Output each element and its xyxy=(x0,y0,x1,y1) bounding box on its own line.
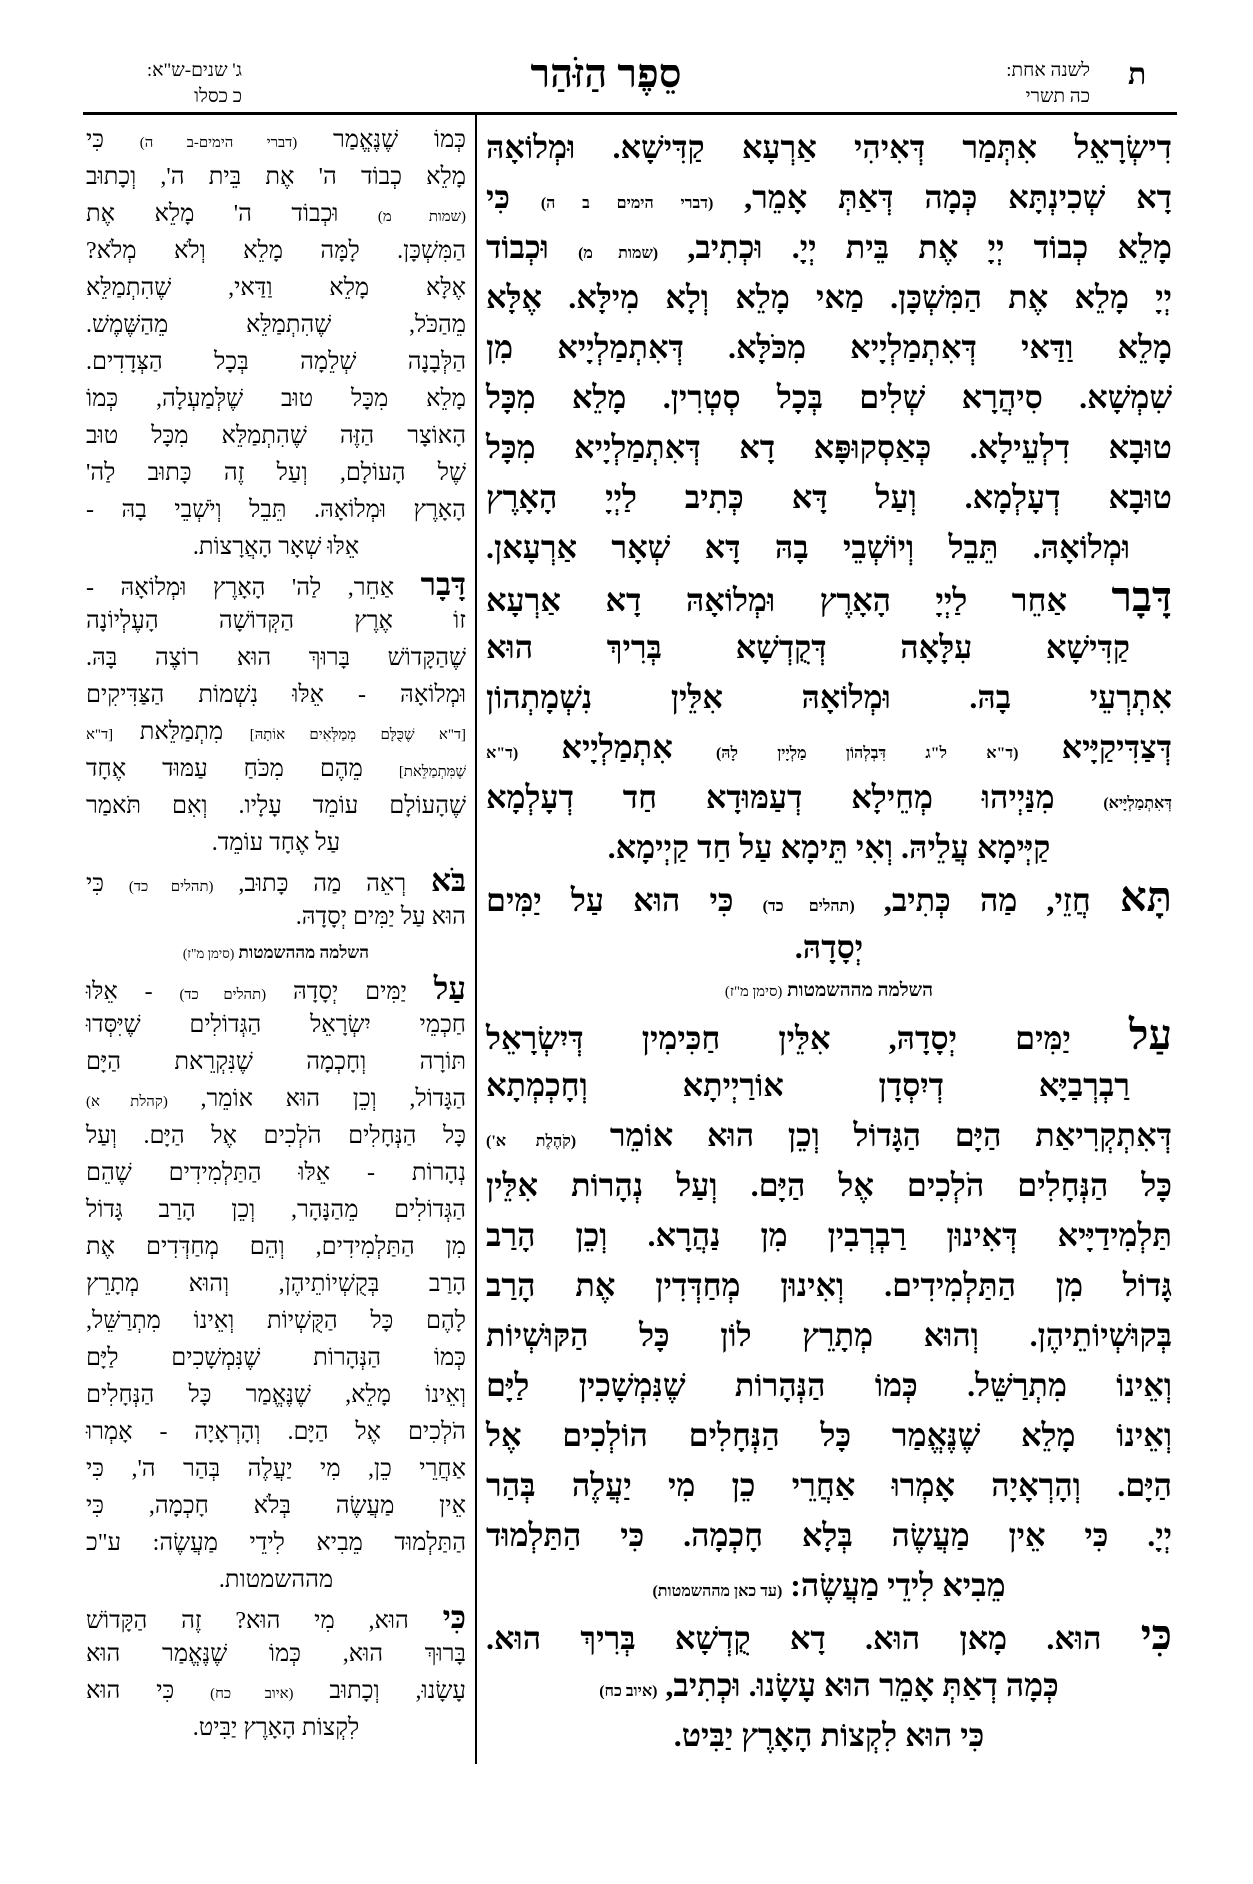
text-segment: וּכְבוֹד xyxy=(486,229,579,265)
text-segment: כִּי xyxy=(86,127,140,153)
text-line xyxy=(486,1160,1172,1210)
text-segment: אִתְמַלְיָיא xyxy=(518,729,716,765)
text-segment: יַמִּים יְסָדָהּ, אִלֵּין חַכִּימִין דְּיִשְׂרָאֵל xyxy=(486,1020,1129,1056)
text-segment: רְאֵה מַה כָּתוּב, xyxy=(213,871,431,897)
text-line xyxy=(486,1210,1172,1260)
text-segment: שֶׁל הָעוֹלָם, וְעַל זֶה כָּתוּב לַה' xyxy=(86,460,466,486)
text-line xyxy=(486,172,1172,222)
text-segment: וּמְלוֹאָהּ - אֵלּוּ נִשְׁמוֹת הַצַּדִּיקִים xyxy=(86,682,466,708)
text-line xyxy=(86,529,466,566)
text-line xyxy=(86,714,466,751)
citation-ref: [ד"א שֶׁכֻּלָּם מְמַלְּאִים אוֹתָהּ] xyxy=(249,727,466,743)
text-segment: לָהֶם כָּל הַקֻּשְׁיוֹת וְאֵינוֹ מִתְרַשֵּׁל, xyxy=(86,1308,466,1334)
header-left-line1: ג' שנים-ש"א: xyxy=(146,60,242,81)
text-segment: כְּמוֹ הַנְּהָרוֹת שֶׁנִּמְשָׁכִים לַיָּם xyxy=(86,1345,466,1371)
text-line xyxy=(86,233,466,270)
text-line xyxy=(86,344,466,381)
lead-word: בֹּא xyxy=(430,863,466,898)
text-segment: הָרַב בְּקֻשְׁיוֹתֵיהֶן, וְהוּא מְתָרֵץ xyxy=(86,1271,466,1297)
supplement-heading xyxy=(86,936,466,970)
text-line xyxy=(486,272,1172,322)
text-segment: הַגָּדוֹל, וְכֵן הוּא אוֹמֵר, xyxy=(167,1086,466,1112)
text-line xyxy=(486,1610,1172,1660)
citation-ref: (שמות מ) xyxy=(377,209,466,225)
text-line xyxy=(486,472,1172,522)
text-line xyxy=(486,922,1172,972)
text-segment: עַל אֶחָד עוֹמֵד. xyxy=(211,830,341,856)
text-line xyxy=(486,422,1172,472)
text-line xyxy=(86,1451,466,1488)
text-line xyxy=(86,566,466,603)
citation-ref: (ד"א ל"ג דִּבְלְהוֹן מַלְיָין לָהּ) xyxy=(715,745,1019,762)
text-segment: דִישְׂרָאֵל אִתְּמַר דְּאִיהִי אַרְעָא קַדִּישָׁא. וּמְלוֹאָהּ xyxy=(486,129,1172,165)
text-segment: - אֵלּוּ xyxy=(86,979,180,1005)
text-segment: יְיָ מָלֵא אֶת הַמִּשְׁכָּן. מַאי מָלֵא וְלָא מִילָּא. אֶלָּא xyxy=(486,279,1172,315)
text-line xyxy=(486,372,1172,422)
text-line xyxy=(486,1260,1172,1310)
text-line xyxy=(86,751,466,788)
page-number: ת xyxy=(1128,58,1147,91)
text-segment: אֵלּוּ שְׁאָר הָאֲרָצוֹת. xyxy=(192,534,360,560)
citation-ref: (תהלים כד) xyxy=(128,879,214,895)
text-line xyxy=(486,1560,1172,1610)
text-segment: כְּמָה דְאַתְּ אָמֵר הוּא עָשָׂנוּ. וּכְתִיב, xyxy=(657,1667,1059,1703)
citation-ref: (קהלת א) xyxy=(86,1094,168,1110)
text-segment: טוּבָא דִלְעֵילָא. כְּאַסְקוּפָּא דָא דְּאִתְמַלְיָיא מִכָּל xyxy=(486,429,1172,465)
text-line xyxy=(86,381,466,418)
header-left-line2: כ כסלו xyxy=(194,86,242,107)
text-segment: קַדִּישָׁא עִלָּאָה דְּקֻדְשָׁא בְּרִיךְ הוּא xyxy=(486,629,1130,665)
text-segment: הוּא עַל יַמִּים יְסָדָהּ. xyxy=(295,904,466,930)
text-segment: אֶלָּא מָלֵא וַדַּאי, שֶׁהִתְמַלֵּא xyxy=(86,275,466,301)
text-segment: כָּל הַנְּחָלִים הֹלְכִים אֶל הַיָּם. וְעַל נְהָרוֹת אִלֵּין xyxy=(486,1167,1172,1203)
text-line xyxy=(86,1636,466,1673)
text-segment: הַתַּלְמוּד מֵבִיא לִידֵי מַעֲשֶׂה: ע"כ xyxy=(86,1530,466,1556)
text-segment: דְּצַדִּיקַיָּיא xyxy=(1018,729,1173,765)
text-line xyxy=(486,572,1172,622)
text-segment: כִּי xyxy=(86,871,129,897)
supplement-heading-title: השלמה מההשמטות xyxy=(238,943,370,962)
text-segment: יְסָדָהּ. xyxy=(794,929,864,965)
supplement-heading-title: השלמה מההשמטות xyxy=(787,980,934,1001)
text-segment: מָלֵא וַדַּאי דְּאִתְמַלְיָיא מִכֹּלָּא. דְּאִתְמַלְיָיא מִן xyxy=(486,329,1172,365)
text-line xyxy=(486,822,1172,872)
citation-ref: (עד כאן מההשמטות) xyxy=(652,1583,783,1600)
text-line xyxy=(486,1060,1172,1110)
text-line xyxy=(486,1710,1172,1760)
text-segment: נְהָרוֹת - אֵלּוּ הַתַּלְמִידִים שֶׁהֵם xyxy=(86,1160,466,1186)
text-line xyxy=(86,307,466,344)
text-segment: מֵהֶם מִכֹּחַ עַמּוּד אֶחָד xyxy=(86,756,399,782)
text-line xyxy=(86,1340,466,1377)
text-line xyxy=(86,1192,466,1229)
text-line xyxy=(86,1525,466,1562)
citation-ref: שֶׁמִּתְמַלֵּאת] xyxy=(398,764,466,780)
header-right-line1: לשנה אחת: xyxy=(1006,60,1090,81)
text-segment: כִּי xyxy=(486,179,541,215)
text-line xyxy=(86,825,466,862)
citation-ref: (קֹהֶלֶת א') xyxy=(486,1133,577,1150)
text-line xyxy=(486,122,1172,172)
text-segment: אַחֲרֵי כֵן, מִי יַעֲלֶה בְּהַר ה', כִּי xyxy=(86,1456,466,1482)
header-divider xyxy=(83,112,1177,115)
text-line xyxy=(86,899,466,936)
text-segment: הָאוֹצָר הַזֶּה שֶׁהִתְמַלֵּא מִכָּל טוּב xyxy=(86,423,466,449)
text-line xyxy=(86,270,466,307)
text-segment: חֲזֵי, מַה כְּתִיב, xyxy=(854,882,1120,918)
supplement-heading-ref: (סימן מ"ז) xyxy=(182,946,235,961)
text-segment: חַכְמֵי יִשְׂרָאֵל הַגְּדוֹלִים שֶׁיִּסְּדוּ xyxy=(86,1012,466,1038)
text-segment: שֶׁהַקָּדוֹשׁ בָּרוּךְ הוּא רוֹצֶה בָּהּ. xyxy=(86,645,466,671)
text-segment: כִּי הוּא לִקְצוֹת הָאָרֶץ יַבִּיט. xyxy=(673,1717,985,1753)
text-segment: הוּא, מִי הוּא? זֶה הַקָּדוֹשׁ xyxy=(86,1608,443,1634)
text-segment: הַגְּדוֹלִים מֵהַנָּהָר, וְכֵן הָרַב גָּדוֹל xyxy=(86,1197,466,1223)
text-line xyxy=(86,1562,466,1599)
citation-ref: (ד"א xyxy=(486,745,519,762)
text-line xyxy=(86,159,466,196)
text-line xyxy=(86,1118,466,1155)
text-line xyxy=(486,322,1172,372)
text-segment: כָּל הַנְּחָלִים הֹלְכִים אֶל הַיָּם. וְעַל xyxy=(86,1123,466,1149)
lead-word: עַל xyxy=(433,971,466,1006)
text-line xyxy=(86,1710,466,1747)
book-title: סֵפֶר הַזֹּהַר xyxy=(530,51,682,96)
text-line xyxy=(86,1377,466,1414)
supplement-heading-ref: (סימן מ"ז) xyxy=(724,984,783,1000)
text-line xyxy=(86,1081,466,1118)
lead-word: תָּא xyxy=(1119,874,1173,920)
hebrew-translation-column xyxy=(86,122,466,1747)
header-right-note xyxy=(1006,58,1090,110)
citation-ref: (תהלים כד) xyxy=(179,987,267,1003)
citation-ref: (איוב כח) xyxy=(210,1686,294,1702)
text-line xyxy=(486,872,1172,922)
aramaic-text-column xyxy=(486,122,1172,1760)
text-line xyxy=(86,1488,466,1525)
text-segment: אַחֵר לַיְיָ הָאָרֶץ וּמְלוֹאָהּ דָא אַרְעָא xyxy=(486,582,1112,618)
text-segment: זוֹ אֶרֶץ הַקְּדוֹשָׁה הָעֶלְיוֹנָה xyxy=(86,608,466,634)
column-divider xyxy=(475,112,477,1764)
text-segment: מִתְמַלֵּאת xyxy=(113,719,250,745)
text-line xyxy=(486,1110,1172,1160)
text-line xyxy=(486,722,1172,772)
text-segment: מָלֵא כְבוֹד יְיָ אֶת בֵּית יְיָ. וּכְתִיב, xyxy=(658,229,1173,265)
text-segment: הַמִּשְׁכָּן. לָמָּה מָלֵא וְלֹא מְלֹא? xyxy=(86,238,466,264)
citation-ref: (איוב כח) xyxy=(599,1683,658,1700)
text-segment: אִתְרְעֵי בָהּ. וּמְלוֹאָהּ אִלֵּין נִשְׁמָתְהוֹן xyxy=(486,679,1172,715)
text-line xyxy=(486,1010,1172,1060)
text-line xyxy=(486,672,1172,722)
text-segment: דְּאִתְקְרִיאַת הַיָּם הַגָּדוֹל וְכֵן הוּא אוֹמֵר xyxy=(576,1117,1172,1153)
citation-ref: (דברי הימים ב ה) xyxy=(540,195,714,212)
lead-word: דָּבָר xyxy=(420,567,466,602)
text-segment: תּוֹרָה וְחָכְמָה שֶׁנִּקְרֵאת הַיָּם xyxy=(86,1049,466,1075)
text-line xyxy=(86,455,466,492)
text-segment: הֹלְכִים אֶל הַיָּם. וְהָרְאָיָה - אָמְרוּ xyxy=(86,1419,466,1445)
text-line xyxy=(486,1510,1172,1560)
text-line xyxy=(486,1660,1172,1710)
text-line xyxy=(86,677,466,714)
text-line xyxy=(486,522,1172,572)
text-segment: בָּרוּךְ הוּא, כְּמוֹ שֶׁנֶּאֱמַר הוּא xyxy=(86,1641,466,1667)
text-line xyxy=(86,788,466,825)
text-line xyxy=(86,862,466,899)
text-segment: אֵין מַעֲשֶׂה בְּלֹא חָכְמָה, כִּי xyxy=(86,1493,466,1519)
text-segment: אַחֵר, לַה' הָאָרֶץ וּמְלוֹאָהּ - xyxy=(86,575,421,601)
citation-ref: (תהלים כד) xyxy=(762,898,855,915)
text-line xyxy=(86,640,466,677)
text-segment: הוּא. מָאן הוּא. דָא קֻדְשָׁא בְּרִיךְ הוּא. xyxy=(486,1620,1141,1656)
text-segment: מֵבִיא לִידֵי מַעֲשֶׂה: xyxy=(782,1567,1006,1603)
text-segment: לִקְצוֹת הָאָרֶץ יַבִּיט. xyxy=(192,1715,360,1741)
text-line xyxy=(486,772,1172,822)
text-line xyxy=(86,122,466,159)
text-line xyxy=(86,1303,466,1340)
text-line xyxy=(486,1460,1172,1510)
text-segment: כִּי הוּא xyxy=(86,1678,211,1704)
text-segment: הַלְּבָנָה שְׁלֵמָה בְּכָל הַצְּדָדִים. xyxy=(86,349,466,375)
text-segment: מִנַּיְיהוּ מְחֵילָא דְעַמּוּדָא חַד דְעָלְמָא xyxy=(486,779,1104,815)
text-segment: שֶׁהָעוֹלָם עוֹמֵד עָלָיו. וְאִם תֹּאמַר xyxy=(86,793,466,819)
header-right-line2: כה תשרי xyxy=(1025,86,1090,107)
text-line xyxy=(486,1410,1172,1460)
text-segment: הָאָרֶץ וּמְלוֹאָהּ. תֵּבֵל וְיֹשְׁבֵי בָהּ - xyxy=(86,497,466,523)
text-segment: גָּדוֹל מִן הַתַּלְמִידִים. וְאִינוּן מְחַדְּדִין אֶת הָרַב xyxy=(486,1267,1172,1303)
text-segment: וְאֵינוֹ מִתְרַשֵּׁל. כְּמוֹ הַנְּהָרוֹת שֶׁנִּמְשָׁכִין לַיָּם xyxy=(486,1367,1172,1403)
text-line xyxy=(86,1044,466,1081)
text-line xyxy=(86,603,466,640)
text-segment: מִן הַתַּלְמִידִים, וְהֵם מְחַדְּדִים אֶת xyxy=(86,1234,466,1260)
citation-ref: (שמות מ) xyxy=(578,245,659,262)
text-segment: עָשָׂנוּ, וְכָתוּב xyxy=(293,1678,466,1704)
text-segment: שִׁמְשָׁא. סִיהֲרָא שְׁלִים בְּכָל סְטְרִין. מָלֵא מִכָּל xyxy=(486,379,1172,415)
text-segment: כְּמוֹ שֶׁנֶּאֱמַר xyxy=(297,127,467,153)
text-segment: כִּי הוּא עַל יַמִּים xyxy=(486,882,763,918)
lead-word: עַל xyxy=(1129,1012,1172,1058)
text-segment: מָלֵא מִכָּל טוּב שֶׁלְּמַעְלָה, כְּמוֹ xyxy=(86,386,466,412)
text-line xyxy=(86,1266,466,1303)
citation-ref: דְּאִתְמַלְיָּיא) xyxy=(1103,795,1172,812)
text-segment: יְיָ. כִּי אֵין מַעֲשֶׂה בְּלָא חָכְמָה. כִּי הַתַּלְמוּד xyxy=(486,1517,1172,1553)
text-line xyxy=(86,418,466,455)
header-left-note xyxy=(90,58,242,110)
text-segment: וְאֵינוֹ מָלֵא שֶׁנֶּאֱמַר כָּל הַנְּחָלִים הוֹלְכִים אֶל xyxy=(486,1417,1172,1453)
text-segment: מההשמטות. xyxy=(218,1567,334,1593)
text-segment: דָא שְׁכִינְתָּא כְּמָה דְּאַתְּ אָמֵר, xyxy=(713,179,1173,215)
lead-word: כִּי xyxy=(442,1600,466,1635)
text-segment: רַבְרְבַיָּא דְיִסְדָן אוֹרַיְיתָא וְחָכְמְתָא xyxy=(486,1067,1130,1103)
text-line xyxy=(86,1673,466,1710)
text-line xyxy=(486,1310,1172,1360)
text-segment: טוּבָא דְעָלְמָא. וְעַל דָּא כְּתִיב לַיְיָ הָאָרֶץ xyxy=(486,479,1172,515)
text-segment: בְּקוּשְׁיוֹתֵיהֶן. וְהוּא מְתָרֵץ לוֹן כָּל הַקּוּשְׁיוֹת xyxy=(486,1317,1172,1353)
text-segment: מֵהַכֹּל, שֶׁהִתְמַלֵּא מֵהַשֶּׁמֶשׁ. xyxy=(86,312,466,338)
text-segment: יַמִּים יְסָדָהּ xyxy=(266,979,434,1005)
text-line xyxy=(86,970,466,1007)
text-line xyxy=(86,1229,466,1266)
text-line xyxy=(86,492,466,529)
text-segment: תַּלְמִידַיָּיא דְּאִינוּן רַבְרְבִין מִן נַהֲרָא. וְכֵן הָרַב xyxy=(486,1217,1172,1253)
text-segment: מָלֵא כְבוֹד ה' אֶת בֵּית ה', וְכָתוּב xyxy=(86,164,466,190)
text-segment: הַיָּם. וְהָרְאָיָה אָמְרוּ אַחֲרֵי כֵן מִי יַעֲלֶה בְּהַר xyxy=(486,1467,1172,1503)
lead-word: כִּי xyxy=(1140,1612,1172,1658)
text-line xyxy=(486,222,1172,272)
text-line xyxy=(86,1155,466,1192)
text-line xyxy=(486,622,1172,672)
text-line xyxy=(86,1414,466,1451)
citation-ref: (דברי הימים-ב ה) xyxy=(139,135,298,151)
text-line xyxy=(486,1360,1172,1410)
lead-word: דָּבָר xyxy=(1111,574,1172,620)
text-line xyxy=(86,1007,466,1044)
text-segment: וּמְלוֹאָהּ. תֵּבֵל וְיוֹשְׁבֵי בָהּ דָּא שְׁאָר אַרְעָאן. xyxy=(486,529,1130,565)
text-segment: וּכְבוֹד ה' מָלֵא אֶת xyxy=(86,201,378,227)
supplement-heading xyxy=(486,972,1172,1010)
citation-ref: [ד"א xyxy=(86,727,114,743)
text-segment: קַיְּימָא עֲלֵיהּ. וְאִי תֵּימָא עַל חַד קַיְימָא. xyxy=(607,829,1051,865)
text-line xyxy=(86,1599,466,1636)
text-line xyxy=(86,196,466,233)
text-segment: וְאֵינוֹ מָלֵא, שֶׁנֶּאֱמַר כָּל הַנְּחָלִים xyxy=(86,1382,466,1408)
